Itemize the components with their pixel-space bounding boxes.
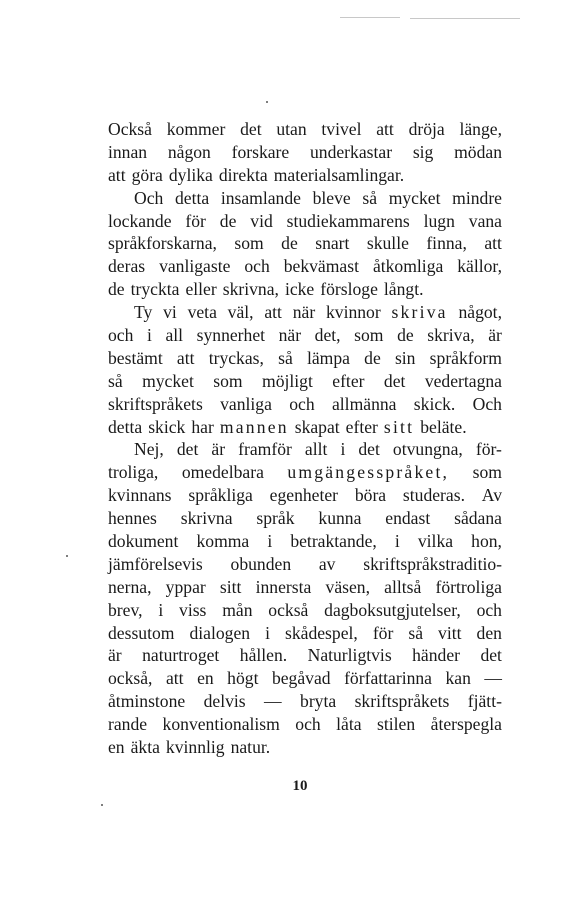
word: tryckta — [130, 279, 180, 300]
word: kunna — [318, 508, 362, 529]
word: Av — [481, 485, 502, 506]
text-line — [108, 690, 502, 713]
word: skick. — [413, 393, 456, 414]
word: innersta — [255, 576, 312, 597]
emphasized-word: sitt — [383, 416, 415, 437]
word: bleve — [312, 187, 351, 208]
word: icke — [284, 279, 315, 300]
word: bestämt — [108, 347, 163, 368]
word: begåvad — [271, 668, 331, 689]
word: lockande — [108, 210, 172, 231]
page-number: 10 — [292, 778, 308, 794]
word: någon — [167, 141, 211, 162]
word: studeras. — [402, 485, 465, 506]
word: vid — [250, 210, 273, 231]
word: hållen. — [239, 645, 288, 666]
word: otvungna, — [392, 439, 463, 460]
word: mån — [222, 599, 253, 620]
word: yppar — [165, 576, 206, 597]
word: mödan — [454, 141, 502, 162]
text-line — [108, 255, 502, 278]
word: synnerhet — [196, 325, 266, 346]
body-text — [108, 118, 502, 759]
word: språk — [256, 508, 295, 529]
word: så — [108, 370, 123, 391]
word: eller — [185, 279, 217, 300]
word: vedertagna — [424, 370, 502, 391]
word: och — [244, 256, 270, 277]
word: skrivna — [180, 508, 233, 529]
word: betraktande, — [290, 531, 377, 552]
word: vana — [468, 210, 502, 231]
word: egenheter — [269, 485, 339, 506]
word: Och — [134, 187, 164, 208]
word: efter — [332, 370, 365, 391]
word: sådana — [454, 508, 502, 529]
word: när — [278, 325, 302, 346]
word: innan — [108, 141, 148, 162]
word: lämpa — [306, 347, 350, 368]
word: dylika — [168, 164, 213, 185]
word: språkforskarna, — [108, 233, 217, 254]
word: utan — [276, 119, 307, 139]
word: och — [289, 393, 315, 414]
word: vitt — [438, 622, 462, 643]
word: omedelbara — [181, 462, 264, 483]
word: beläte. — [420, 416, 467, 437]
scan-speck — [66, 555, 68, 557]
word: bryta — [300, 691, 337, 712]
word: språkliga — [188, 485, 253, 506]
word: och — [108, 325, 134, 346]
word: äkta — [130, 737, 160, 758]
word: åtkomliga — [372, 256, 444, 277]
text-line — [108, 278, 502, 301]
word: vi — [163, 302, 177, 323]
word: direkta — [218, 164, 268, 185]
word: i — [394, 531, 400, 552]
word: sig — [412, 141, 434, 162]
word: böra — [354, 485, 387, 506]
word: mycket — [388, 187, 441, 208]
word: att — [165, 668, 184, 689]
word: naturtroget — [142, 645, 220, 666]
word: skriftspråkstraditio- — [363, 553, 502, 574]
scan-speck — [101, 804, 103, 806]
word: nerna, — [108, 576, 152, 597]
text-line — [108, 644, 502, 667]
word: studiekammarens — [286, 210, 410, 231]
word: göra — [131, 164, 163, 185]
word: att — [108, 164, 126, 185]
word: kvinnor — [325, 302, 381, 323]
word: att — [264, 302, 282, 323]
word: hennes — [108, 508, 157, 529]
word: materialsamlingar. — [273, 164, 405, 185]
word: hon, — [471, 531, 502, 552]
text-line — [108, 393, 502, 416]
word: väl, — [227, 302, 254, 323]
word: veta — [187, 302, 217, 323]
word: att — [484, 233, 502, 254]
scan-speck — [266, 101, 268, 103]
word: deras — [108, 256, 146, 277]
word: skick — [148, 416, 186, 437]
word: så — [362, 187, 378, 208]
text-line — [108, 507, 502, 530]
word: obunden — [230, 553, 292, 574]
word: för- — [475, 439, 502, 460]
word: vanliga — [220, 393, 272, 414]
word: så — [278, 347, 293, 368]
word: vilka — [417, 531, 454, 552]
word: mindre — [452, 187, 502, 208]
text-line — [108, 232, 502, 255]
word: skådespel, — [285, 622, 358, 643]
word: det — [176, 439, 199, 460]
word: det — [383, 370, 406, 391]
word: detta — [174, 187, 210, 208]
word: Och — [472, 393, 502, 414]
text-line — [108, 416, 502, 439]
word: natur. — [230, 737, 271, 758]
word: allmänna — [331, 393, 397, 414]
word: det, — [314, 325, 341, 346]
word: det — [480, 645, 502, 666]
word: allt — [304, 439, 328, 460]
text-line — [108, 347, 502, 370]
word: är — [488, 325, 502, 346]
word: framför — [238, 439, 292, 460]
word: dessutom — [108, 622, 175, 643]
word: efter — [345, 416, 378, 437]
word: finna, — [426, 233, 467, 254]
word: att — [176, 347, 195, 368]
word: alltså — [384, 576, 422, 597]
word: de — [281, 233, 298, 254]
text-line — [108, 118, 502, 141]
word: är — [211, 439, 226, 460]
word: komma — [196, 531, 250, 552]
word: skriva, — [427, 325, 475, 346]
word: möjligt — [262, 370, 313, 391]
word: Ty — [134, 302, 153, 323]
word: som — [213, 370, 243, 391]
word: skulle — [366, 233, 409, 254]
word: kvinnans — [108, 485, 172, 506]
text-line — [108, 667, 502, 690]
word: högt — [227, 668, 259, 689]
word: tryckas, — [208, 347, 264, 368]
word: stilen — [377, 714, 416, 735]
word: författarinna — [344, 668, 432, 689]
word: i — [158, 599, 164, 620]
word: delvis — [203, 691, 246, 712]
word: också, — [108, 668, 153, 689]
word: den — [476, 622, 502, 643]
word: av — [318, 553, 336, 574]
word: fjätt- — [467, 691, 502, 712]
word: skriftspråkets — [354, 691, 450, 712]
word: snart — [315, 233, 350, 254]
word: för — [185, 210, 206, 231]
word: de — [397, 325, 414, 346]
word: väsen, — [325, 576, 370, 597]
text-line — [108, 141, 502, 164]
word: konventionalism — [162, 714, 280, 735]
word: som — [472, 462, 502, 483]
word: åtminstone — [108, 691, 186, 712]
word: insamlande — [220, 187, 301, 208]
text-line — [108, 713, 502, 736]
word: som — [234, 233, 264, 254]
text-line — [108, 599, 502, 622]
word: de — [364, 347, 381, 368]
text-line — [108, 187, 502, 210]
word: som — [354, 325, 384, 346]
word: källor, — [457, 256, 502, 277]
word: dröja — [408, 119, 445, 139]
word: en — [197, 668, 214, 689]
text-line — [108, 530, 502, 553]
text-line — [108, 438, 502, 461]
word: underkastar — [309, 141, 393, 162]
word: det — [358, 439, 380, 460]
word: de — [108, 279, 125, 300]
word: skrivna, — [222, 279, 279, 300]
text-line — [108, 164, 502, 187]
text-line — [108, 370, 502, 393]
text-line — [108, 210, 502, 233]
word: skapat — [294, 416, 340, 437]
word: i — [146, 325, 152, 346]
word: tvivel — [321, 119, 362, 139]
word: dialogen — [189, 622, 251, 643]
word: de — [219, 210, 237, 231]
text-line — [108, 461, 502, 484]
word: länge, — [459, 119, 502, 139]
text-line — [108, 576, 502, 599]
word: långt. — [383, 279, 424, 300]
word: endast — [385, 508, 431, 529]
word: kan — [445, 668, 471, 689]
word: kvinnlig — [165, 737, 225, 758]
scan-artifact — [410, 18, 520, 19]
word: viss — [179, 599, 207, 620]
word: i — [267, 531, 273, 552]
text-line — [108, 622, 502, 645]
word: kommer — [166, 119, 226, 139]
word: Naturligtvis — [307, 645, 392, 666]
word: har — [191, 416, 214, 437]
word: och — [476, 599, 502, 620]
word: vanligaste — [159, 256, 231, 277]
word: låta — [336, 714, 362, 735]
word: Också — [108, 119, 152, 139]
emphasized-word: skriva — [391, 302, 448, 323]
word: brev, — [108, 599, 143, 620]
word: språkform — [429, 347, 502, 368]
word: något, — [458, 302, 502, 323]
word: att — [376, 119, 394, 139]
word: och — [295, 714, 321, 735]
word: jämförelsevis — [108, 553, 203, 574]
word: i — [340, 439, 346, 460]
word: detta — [108, 416, 143, 437]
word: försloge — [320, 279, 378, 300]
word: återspegla — [430, 714, 502, 735]
word: — — [484, 668, 502, 689]
word: dagboksutgjutelser, — [324, 599, 461, 620]
word: Nej, — [134, 439, 164, 460]
word: lugn — [423, 210, 455, 231]
word: så — [408, 622, 424, 643]
word: för — [372, 622, 394, 643]
word: händer — [412, 645, 460, 666]
word: i — [265, 622, 270, 643]
word: sitt — [219, 576, 242, 597]
word: — — [264, 691, 282, 712]
word: all — [165, 325, 184, 346]
word: när — [292, 302, 316, 323]
word: bekvämast — [283, 256, 359, 277]
text-line — [108, 736, 502, 759]
word: en — [108, 737, 125, 758]
word: det — [240, 119, 262, 139]
text-line — [108, 301, 502, 324]
word: också — [268, 599, 309, 620]
text-line — [108, 324, 502, 347]
text-line — [108, 484, 502, 507]
word: dokument — [108, 531, 179, 552]
word: troliga, — [108, 462, 159, 483]
word: förtroliga — [435, 576, 502, 597]
word: skriftspråkets — [108, 393, 203, 414]
word: är — [108, 645, 122, 666]
emphasized-word: mannen — [219, 416, 289, 437]
word: sin — [394, 347, 416, 368]
emphasized-word: umgängesspråket, — [287, 462, 450, 483]
word: forskare — [231, 141, 290, 162]
word: rande — [108, 714, 148, 735]
word: mycket — [142, 370, 194, 391]
scan-artifact — [340, 17, 400, 18]
text-line — [108, 553, 502, 576]
